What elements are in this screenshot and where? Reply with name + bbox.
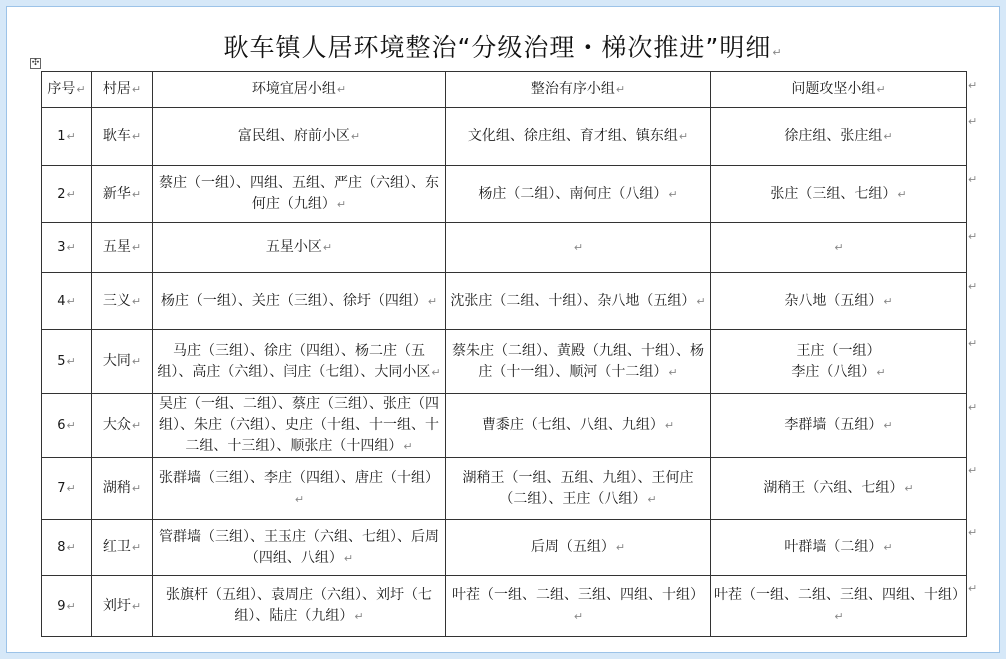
- table-header-row: [42, 72, 967, 108]
- row-orderly-group-text: 后周（五组）: [530, 539, 615, 555]
- row-village[interactable]: [92, 166, 153, 223]
- header-village-text: 村居: [102, 81, 131, 97]
- return-mark-icon: ↵: [615, 83, 626, 96]
- table-row: [42, 394, 967, 458]
- row-livable-group[interactable]: [153, 223, 446, 273]
- row-index-text: 6: [57, 418, 66, 433]
- row-index[interactable]: [42, 223, 92, 273]
- row-village[interactable]: [92, 330, 153, 394]
- row-livable-group[interactable]: [153, 394, 446, 458]
- details-table: [41, 71, 967, 637]
- row-livable-group[interactable]: [153, 330, 446, 394]
- row-livable-group-text: 管群墙（三组）、王玉庄（六组、七组）、后周（四组、八组）: [159, 528, 439, 566]
- row-orderly-group-text: 湖稍王（一组、五组、九组）、王何庄（二组）、王庄（八组）: [462, 469, 694, 507]
- return-mark-icon: ↵: [883, 294, 893, 308]
- row-village-text: 耿车: [102, 128, 131, 144]
- row-end-mark-icon: ↵: [968, 230, 978, 243]
- row-tough-group-text: 徐庄组、张庄组: [784, 128, 883, 144]
- row-tough-group[interactable]: [711, 166, 967, 223]
- return-mark-icon: ↵: [664, 419, 675, 432]
- row-village[interactable]: [92, 576, 153, 637]
- row-orderly-group[interactable]: [446, 520, 711, 576]
- return-mark-icon: ↵: [131, 241, 142, 254]
- return-mark-icon: ↵: [343, 551, 354, 565]
- row-village-text: 大众: [102, 417, 131, 433]
- row-tough-group-text: 叶茬（一组、二组、三组、四组、十组）: [714, 587, 966, 603]
- row-index-text: 2: [57, 186, 66, 202]
- return-mark-icon: ↵: [883, 419, 893, 432]
- header-tough-group[interactable]: [711, 72, 967, 108]
- row-end-mark-icon: ↵: [968, 401, 978, 414]
- return-mark-icon: ↵: [131, 482, 142, 495]
- return-mark-icon: ↵: [66, 130, 76, 143]
- return-mark-icon: ↵: [834, 610, 844, 623]
- row-index[interactable]: [42, 520, 92, 576]
- row-end-mark-icon: ↵: [968, 526, 978, 539]
- return-mark-icon: ↵: [131, 599, 142, 613]
- row-orderly-group[interactable]: [446, 273, 711, 330]
- row-index[interactable]: [42, 330, 92, 394]
- row-livable-group[interactable]: [153, 273, 446, 330]
- return-mark-icon: ↵: [131, 355, 142, 368]
- table-row: [42, 458, 967, 520]
- return-mark-icon: ↵: [883, 130, 893, 143]
- row-tough-group[interactable]: [711, 223, 967, 273]
- table-row: [42, 166, 967, 223]
- row-index-text: 9: [57, 598, 66, 614]
- row-index[interactable]: [42, 576, 92, 637]
- row-livable-group[interactable]: [153, 576, 446, 637]
- row-orderly-group[interactable]: [446, 166, 711, 223]
- row-livable-group-text: 吴庄（一组、二组）、蔡庄（三组）、张庄（四组）、朱庄（六组）、史庄（十组、十一组、十二组、十三组）、顺张庄（十四组）: [159, 396, 439, 454]
- return-mark-icon: ↵: [883, 541, 893, 554]
- header-livable-group[interactable]: [153, 72, 446, 108]
- return-mark-icon: ↵: [354, 610, 364, 623]
- row-tough-group[interactable]: [711, 458, 967, 520]
- row-orderly-group[interactable]: [446, 458, 711, 520]
- row-orderly-group[interactable]: [446, 576, 711, 637]
- return-mark-icon: ↵: [66, 187, 76, 201]
- row-end-mark-icon: ↵: [968, 337, 978, 350]
- row-orderly-group-text: 叶茬（一组、二组、三组、四组、十组）: [452, 587, 704, 603]
- header-index-text: 序号: [47, 81, 76, 97]
- return-mark-icon: ↵: [66, 241, 76, 254]
- return-mark-icon: ↵: [66, 482, 76, 495]
- document-title: [0, 28, 1006, 64]
- row-village-text: 刘圩: [102, 597, 131, 614]
- row-livable-group[interactable]: [153, 166, 446, 223]
- return-mark-icon: ↵: [66, 599, 76, 613]
- return-mark-icon: ↵: [772, 46, 783, 59]
- row-orderly-group-text: 文化组、徐庄组、育才组、镇东组: [467, 128, 678, 144]
- row-village[interactable]: [92, 273, 153, 330]
- row-tough-group[interactable]: [711, 273, 967, 330]
- row-index-text: 4: [57, 293, 66, 309]
- return-mark-icon: ↵: [66, 541, 76, 554]
- table-row: [42, 223, 967, 273]
- row-livable-group-text: 张旗杆（五组）、袁周庄（六组）、刘圩（七组）、陆庄（九组）: [166, 587, 432, 624]
- return-mark-icon: ↵: [427, 294, 438, 308]
- row-tough-group[interactable]: [711, 330, 967, 394]
- document-title-text: 耿车镇人居环境整治“分级治理・梯次推进”明细: [223, 33, 772, 62]
- table-row: [42, 273, 967, 330]
- row-tough-group-text: 湖稍王（六组、七组）: [763, 480, 904, 496]
- row-tough-group-text: 杂八地（五组）: [784, 292, 883, 309]
- row-village[interactable]: [92, 108, 153, 166]
- row-index-text: 7: [57, 481, 66, 496]
- row-end-mark-icon: ↵: [968, 280, 978, 293]
- return-mark-icon: ↵: [678, 130, 689, 143]
- row-index[interactable]: [42, 166, 92, 223]
- return-mark-icon: ↵: [131, 187, 142, 201]
- return-mark-icon: ↵: [668, 365, 678, 379]
- row-orderly-group[interactable]: [446, 108, 711, 166]
- row-village[interactable]: [92, 394, 153, 458]
- row-orderly-group-text: 蔡朱庄（二组）、黄殿（九组、十组）、杨庄（十一组）、顺河（十二组）: [452, 342, 704, 380]
- return-mark-icon: ↵: [876, 365, 886, 379]
- row-tough-group-text: 李庄（八组）: [791, 363, 876, 380]
- row-tough-group-text: 李群墙（五组）: [784, 417, 883, 433]
- return-mark-icon: ↵: [336, 198, 347, 211]
- row-tough-group[interactable]: [711, 108, 967, 166]
- table-row: [42, 108, 967, 166]
- return-mark-icon: ↵: [131, 130, 142, 143]
- row-tough-group-text: 张庄（三组、七组）: [770, 185, 897, 202]
- header-village[interactable]: [92, 72, 153, 108]
- row-index-text: 1: [57, 129, 66, 144]
- row-end-mark-icon: ↵: [968, 79, 978, 92]
- return-mark-icon: ↵: [294, 492, 305, 506]
- row-tough-group-text: 王庄（一组）: [796, 342, 881, 359]
- row-village[interactable]: [92, 520, 153, 576]
- return-mark-icon: ↵: [647, 492, 657, 506]
- row-index[interactable]: [42, 273, 92, 330]
- return-mark-icon: ↵: [834, 241, 844, 254]
- header-index[interactable]: [42, 72, 92, 108]
- row-livable-group-text: 五星小区: [265, 239, 322, 255]
- row-orderly-group-text: 沈张庄（二组、十组）、杂八地（五组）: [450, 292, 696, 309]
- return-mark-icon: ↵: [336, 83, 347, 96]
- row-village-text: 大同: [102, 353, 131, 369]
- row-end-mark-icon: ↵: [968, 115, 978, 128]
- return-mark-icon: ↵: [876, 83, 886, 96]
- row-village-text: 红卫: [102, 539, 131, 555]
- return-mark-icon: ↵: [696, 294, 706, 308]
- row-index[interactable]: [42, 458, 92, 520]
- row-index-text: 5: [57, 354, 66, 369]
- row-livable-group-text: 富民组、府前小区: [237, 128, 350, 144]
- table-row: [42, 520, 967, 576]
- return-mark-icon: ↵: [573, 610, 584, 623]
- header-livable-group-text: 环境宜居小组: [251, 81, 336, 97]
- return-mark-icon: ↵: [131, 419, 142, 432]
- row-tough-group[interactable]: [711, 576, 967, 637]
- row-village-text: 新华: [102, 185, 131, 202]
- table-move-handle-icon[interactable]: ✣: [31, 58, 40, 68]
- header-tough-group-text: 问题攻坚小组: [791, 81, 876, 97]
- row-tough-group[interactable]: [711, 394, 967, 458]
- return-mark-icon: ↵: [76, 83, 86, 96]
- row-index[interactable]: [42, 394, 92, 458]
- return-mark-icon: ↵: [66, 355, 76, 368]
- row-village-text: 五星: [102, 239, 131, 255]
- row-orderly-group[interactable]: [446, 330, 711, 394]
- table-row: [42, 576, 967, 637]
- return-mark-icon: ↵: [897, 187, 907, 201]
- row-livable-group-text: 杨庄（一组）、关庄（三组）、徐圩（四组）: [160, 292, 427, 309]
- row-livable-group[interactable]: [153, 108, 446, 166]
- row-end-mark-icon: ↵: [968, 464, 978, 477]
- row-village-text: 三义: [102, 292, 131, 309]
- return-mark-icon: ↵: [131, 294, 142, 308]
- row-index-text: 3: [57, 240, 66, 255]
- table-row: [42, 330, 967, 394]
- return-mark-icon: ↵: [66, 419, 76, 432]
- return-mark-icon: ↵: [431, 365, 441, 379]
- row-livable-group[interactable]: [153, 458, 446, 520]
- return-mark-icon: ↵: [131, 83, 142, 96]
- return-mark-icon: ↵: [573, 241, 584, 254]
- row-end-mark-icon: ↵: [968, 582, 978, 595]
- row-orderly-group-text: 杨庄（二组）、南何庄（八组）: [478, 185, 668, 202]
- row-tough-group[interactable]: [711, 520, 967, 576]
- return-mark-icon: ↵: [350, 130, 361, 143]
- row-village-text: 湖稍: [102, 480, 131, 496]
- return-mark-icon: ↵: [904, 482, 914, 495]
- return-mark-icon: ↵: [668, 187, 678, 201]
- row-orderly-group-text: 曹黍庄（七组、八组、九组）: [481, 417, 664, 433]
- row-orderly-group[interactable]: [446, 223, 711, 273]
- header-orderly-group-text: 整治有序小组: [530, 81, 615, 97]
- row-livable-group-text: 张群墙（三组）、李庄（四组）、唐庄（十组）: [159, 469, 439, 486]
- return-mark-icon: ↵: [131, 541, 142, 554]
- row-livable-group-text: 马庄（三组）、徐庄（四组）、杨二庄（五组）、高庄（六组）、闫庄（七组）、大同小区: [157, 342, 431, 380]
- row-livable-group-text: 蔡庄（一组）、四组、五组、严庄（六组）、东何庄（九组）: [159, 175, 439, 212]
- return-mark-icon: ↵: [66, 294, 76, 308]
- row-village[interactable]: [92, 223, 153, 273]
- row-index[interactable]: [42, 108, 92, 166]
- row-index-text: 8: [57, 540, 66, 555]
- row-end-mark-icon: ↵: [968, 173, 978, 186]
- row-tough-group-text: 叶群墙（二组）: [784, 539, 883, 555]
- row-livable-group[interactable]: [153, 520, 446, 576]
- return-mark-icon: ↵: [322, 241, 333, 254]
- return-mark-icon: ↵: [615, 541, 626, 554]
- header-orderly-group[interactable]: [446, 72, 711, 108]
- row-village[interactable]: [92, 458, 153, 520]
- return-mark-icon: ↵: [403, 440, 413, 453]
- row-orderly-group[interactable]: [446, 394, 711, 458]
